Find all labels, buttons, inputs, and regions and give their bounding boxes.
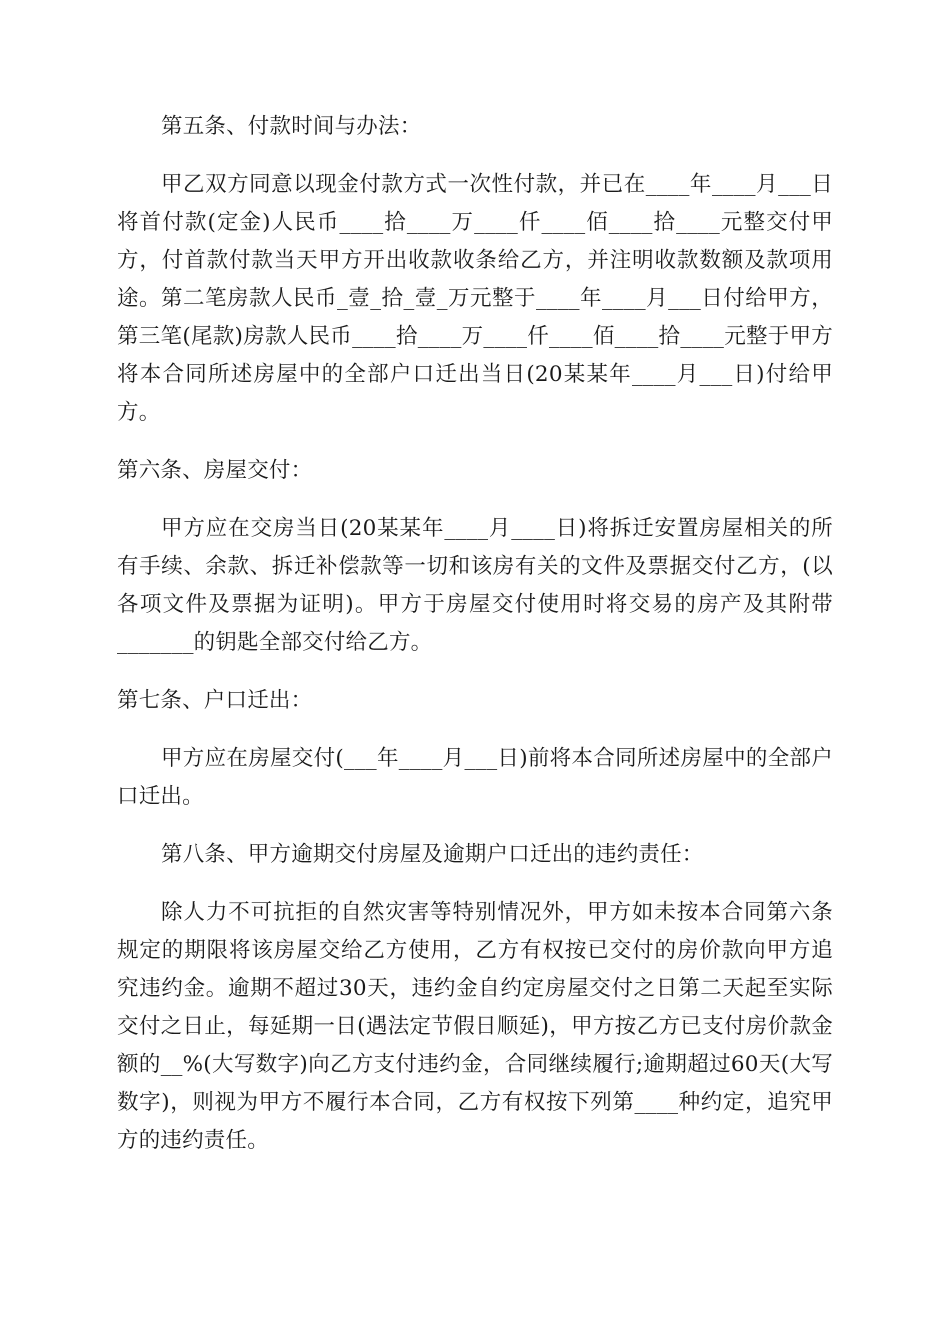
article-5-body: 甲乙双方同意以现金付款方式一次性付款，并已在____年____月___日将首付款(定金)人民币____拾____万____仟____佰____拾____元整交付甲方，付首款付款当天甲方开出收款收条给乙方，并注明收款数额及款项用途。第二笔房款人民币_壹_拾_壹_万元整于____年____月___日付给甲方，第三笔(尾款)房款人民币____拾____万____仟____佰____拾____元整于甲方将本合同所述房屋中的全部户口迁出当日(20某某年____月___日)付给甲方。 bbox=[117, 172, 833, 425]
article-7-heading: 第七条、户口迁出： bbox=[117, 688, 313, 713]
article-8-body: 除人力不可抗拒的自然灾害等特别情况外，甲方如未按本合同第六条规定的期限将该房屋交给乙方使用，乙方有权按已交付的房价款向甲方追究违约金。逾期不超过30天，违约金自约定房屋交付之日第二天起至实际交付之日止，每延期一日(遇法定节假日顺延)，甲方按乙方已支付房价款金额的__%(大写数字)向乙方支付违约金，合同继续履行;逾期超过60天(大写数字)，则视为甲方不履行本合同，乙方有权按下列第____种约定，追究甲方的违约责任。 bbox=[117, 900, 833, 1153]
article-8-heading: 第八条、甲方逾期交付房屋及逾期户口迁出的违约责任： bbox=[161, 842, 704, 867]
article-5-heading: 第五条、付款时间与办法： bbox=[161, 114, 422, 139]
article-6-body: 甲方应在交房当日(20某某年____月____日)将拆迁安置房屋相关的所有手续、余款、拆迁补偿款等一切和该房有关的文件及票据交付乙方，(以各项文件及票据为证明)。甲方于房屋交付使用时将交易的房产及其附带_______的钥匙全部交付给乙方。 bbox=[117, 516, 833, 655]
document-body bbox=[117, 108, 833, 1180]
article-6-heading: 第六条、房屋交付： bbox=[117, 458, 313, 483]
article-7-body: 甲方应在房屋交付(___年____月___日)前将本合同所述房屋中的全部户口迁出。 bbox=[117, 746, 833, 809]
